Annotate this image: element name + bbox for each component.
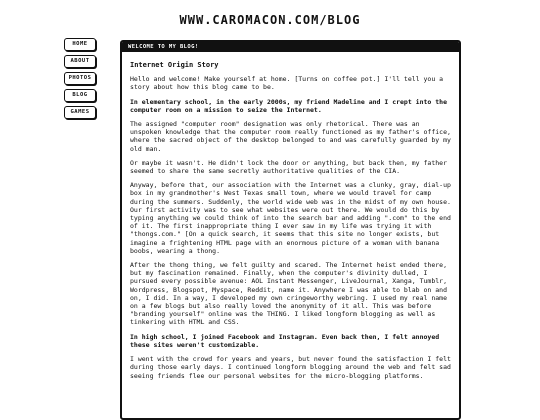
post-paragraph-emphasis: In elementary school, in the early 2000s, my friend Madeline and I crept into the computer room on a mission to seize the Internet. — [130, 97, 447, 114]
post-title: Internet Origin Story — [130, 61, 219, 69]
site-title: WWW.CAROMACON.COM/BLOG — [179, 13, 361, 27]
post-paragraph-emphasis: In high school, I joined Facebook and Instagram. Even back then, I felt annoyed these sites weren't customizable. — [130, 332, 440, 349]
nav-photos-button[interactable]: PHOTOS — [64, 72, 96, 85]
post-paragraph: I went with the crowd for years and years, but never found the satisfaction I felt during those early days. I continued longform blogging around the web and felt sad seeing friends flee our personal websites for the micro-blogging platforms. — [130, 355, 451, 380]
post-paragraph: Or maybe it wasn't. He didn't lock the door or anything, but back then, my father seemed to share the same secretly authoritative qualities of the CIA. — [130, 158, 447, 176]
window-title-bar: WELCOME TO MY BLOG! — [122, 42, 459, 52]
post-paragraph: The assigned "computer room" designation was only rhetorical. There was an unspoken knowledge that the computer room really functioned as my father's office, where the sacred object of the desktop belonged to and was carefully guarded by my old man. — [130, 120, 451, 153]
post-paragraph: After the thong thing, we felt guilty and scared. The Internet heist ended there, but my fascination remained. Finally, when the computer's divinity dulled, I pursued every possible avenue: AOL Instant Messenger, LiveJournal, Xanga, Tumblr, Wordpress, Blogspot, Myspace, Reddit, name it. Anywhere I was able to blab on and on, I did. In a way, I developed my own cringeworthy webring. I used my real name on a few blogs but also really loved the anonymity of it all. This was before "branding yourself" online was the THING. I liked longform blogging as well as tinkering with HTML and CSS. — [130, 261, 447, 327]
nav-blog-button[interactable]: BLOG — [64, 89, 96, 102]
post-content — [122, 52, 459, 380]
post-paragraph: Hello and welcome! Make yourself at home. [Turns on coffee pot.] I'll tell you a story about how this blog came to be. — [130, 75, 444, 92]
nav-home-button[interactable]: HOME — [64, 38, 96, 51]
post-paragraph: Anyway, before that, our association with the Internet was a clunky, gray, dial-up box in my grandmother's West Texas small town, where we would travel for camp during the summers. Suddenly, the world wide web was in the midst of my own house. Our first activity was to see what websites were out there. We would do this by typing anything we could think of into the search bar and adding ".com" to the end of it. The first inappropriate thing I ever saw in my life was trying it with "thongs.com." [On a quick search, it seems that this site no longer exists, but imagine a frightening HTML page with an enormous picture of a woman with banana boobs, wearing a thong. — [130, 181, 451, 255]
main-nav — [64, 38, 98, 123]
nav-games-button[interactable]: GAMES — [64, 106, 96, 119]
nav-about-button[interactable]: ABOUT — [64, 55, 96, 68]
blog-window — [120, 40, 461, 420]
